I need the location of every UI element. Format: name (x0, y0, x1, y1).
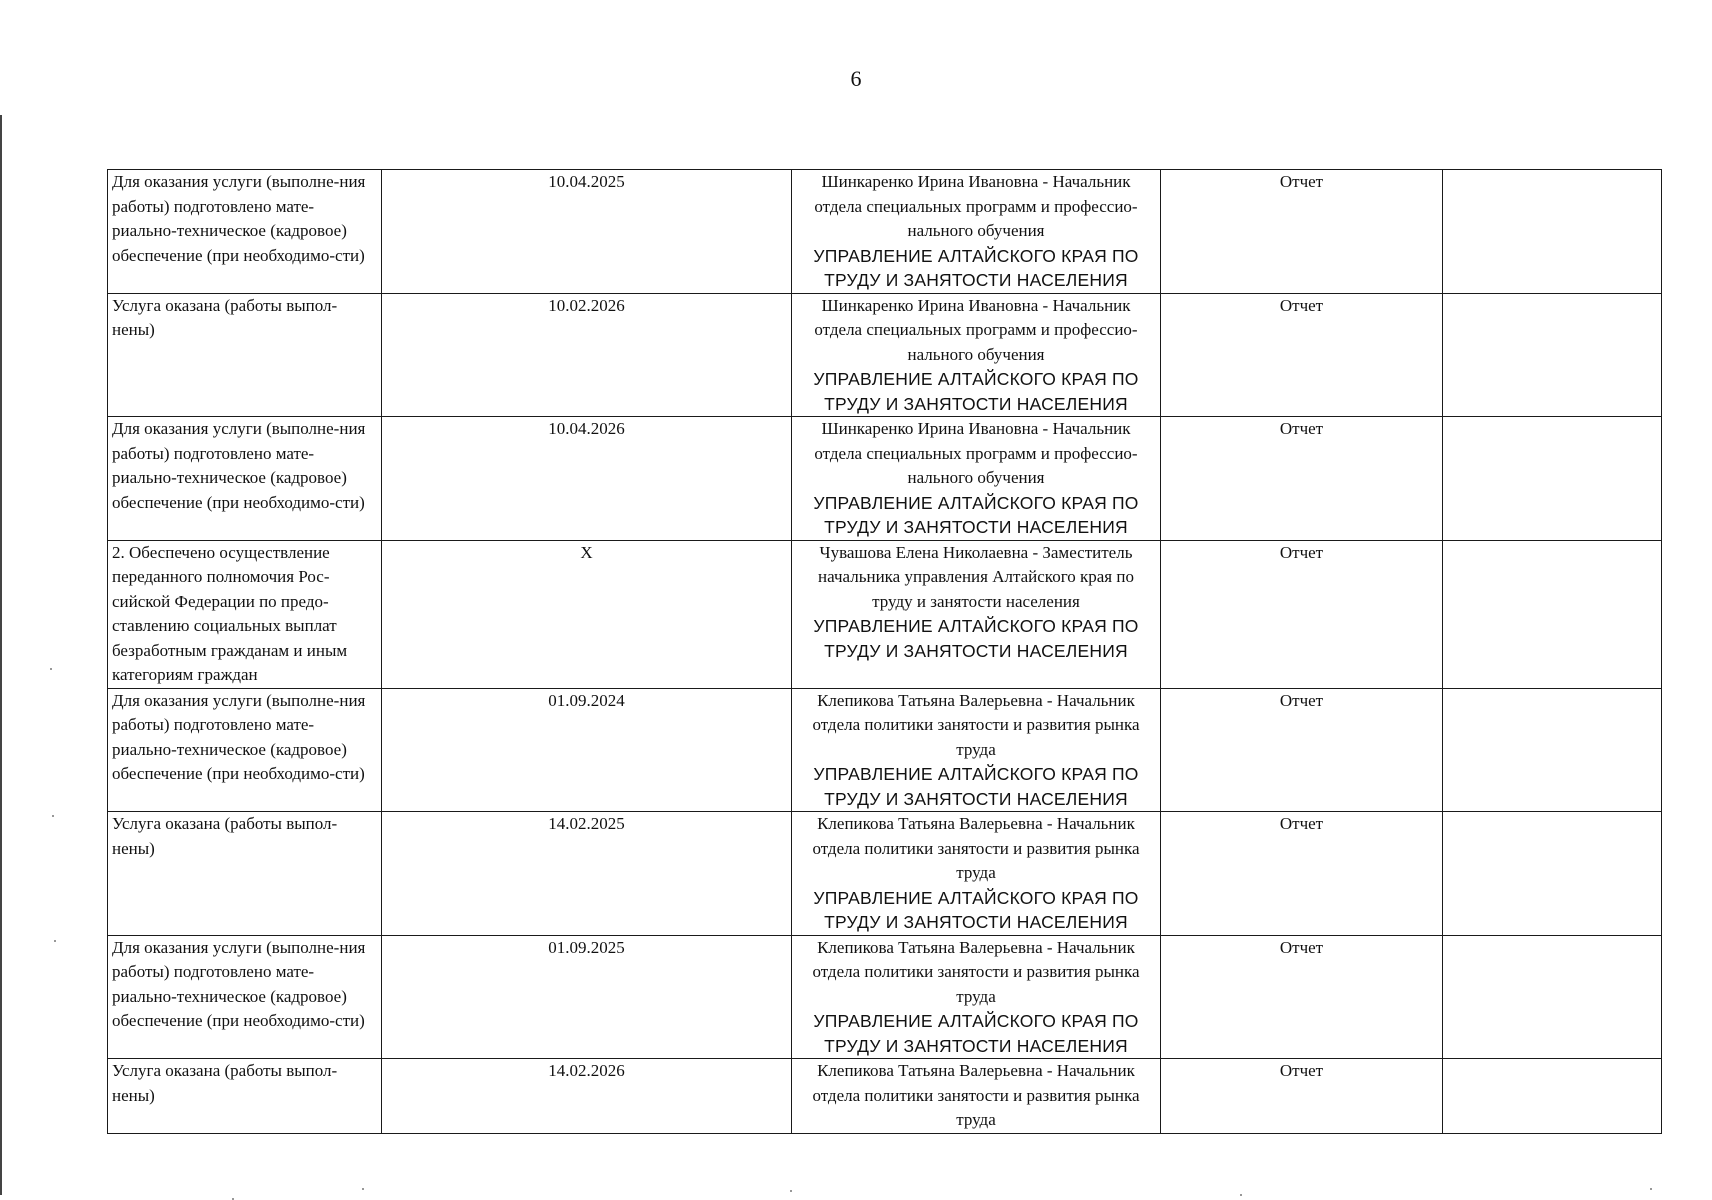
document-cell: Отчет (1161, 935, 1443, 1059)
event-text: Для оказания услуги (выполне-ния работы) подготовлено мате-риально-техническое (кадровое) обеспечение (при необходимо-сти) (112, 172, 366, 265)
extra-cell (1443, 170, 1662, 294)
extra-cell (1443, 417, 1662, 541)
responsible-cell (792, 170, 1161, 294)
extra-cell (1443, 540, 1662, 688)
extra-cell (1443, 688, 1662, 812)
event-text: Для оказания услуги (выполне-ния работы) подготовлено мате-риально-техническое (кадровое) обеспечение (при необходимо-сти) (112, 419, 366, 512)
organization-name: УПРАВЛЕНИЕ АЛТАЙСКОГО КРАЯ ПО ТРУДУ И ЗАНЯТОСТИ НАСЕЛЕНИЯ (813, 887, 1139, 932)
event-text: Услуга оказана (работы выпол-нены) (112, 295, 338, 339)
responsible-cell (792, 935, 1161, 1059)
document-cell: Отчет (1161, 417, 1443, 541)
scan-speck (362, 1188, 364, 1190)
responsible-person: Клепикова Татьяна Валерьевна - Начальник отдела политики занятости и развития рынка труда (812, 1061, 1140, 1129)
event-text: Услуга оказана (работы выпол-нены) (112, 814, 338, 858)
event-cell (108, 812, 382, 936)
responsible-person: Чувашова Елена Николаевна - Заместитель начальника управления Алтайского края по труду и занятости населения (818, 542, 1134, 611)
responsible-cell (792, 540, 1161, 688)
extra-cell (1443, 935, 1662, 1059)
date-cell: 14.02.2025 (382, 812, 792, 936)
date-cell: 01.09.2025 (382, 935, 792, 1059)
responsible-cell (792, 1059, 1161, 1134)
scan-speck (1240, 1194, 1242, 1196)
document-cell: Отчет (1161, 540, 1443, 688)
event-text: Услуга оказана (работы выпол-нены) (112, 1061, 338, 1105)
event-cell (108, 417, 382, 541)
document-cell: Отчет (1161, 293, 1443, 417)
responsible-person: Клепикова Татьяна Валерьевна - Начальник отдела политики занятости и развития рынка труда (812, 690, 1140, 759)
event-cell (108, 293, 382, 417)
event-cell (108, 1059, 382, 1134)
table-row (108, 688, 1662, 812)
page-edge-line (0, 115, 2, 1195)
extra-cell (1443, 1059, 1662, 1134)
table-row (108, 1059, 1662, 1134)
date-cell: 14.02.2026 (382, 1059, 792, 1134)
table-row (108, 293, 1662, 417)
event-text: Для оказания услуги (выполне-ния работы) подготовлено мате-риально-техническое (кадровое) обеспечение (при необходимо-сти) (112, 937, 366, 1030)
table-row (108, 812, 1662, 936)
date-cell: 10.02.2026 (382, 293, 792, 417)
scan-speck (54, 940, 56, 942)
responsible-person: Шинкаренко Ирина Ивановна - Начальник отдела специальных программ и профессио-нального обучения (814, 419, 1138, 487)
table-row (108, 935, 1662, 1059)
date-cell: 10.04.2025 (382, 170, 792, 294)
event-cell (108, 540, 382, 688)
extra-cell (1443, 293, 1662, 417)
document-cell: Отчет (1161, 1059, 1443, 1134)
organization-name: УПРАВЛЕНИЕ АЛТАЙСКОГО КРАЯ ПО ТРУДУ И ЗАНЯТОСТИ НАСЕЛЕНИЯ (813, 616, 1139, 661)
event-cell (108, 170, 382, 294)
document-cell: Отчет (1161, 688, 1443, 812)
responsible-person: Шинкаренко Ирина Ивановна - Начальник отдела специальных программ и профессио-нального обучения (814, 172, 1138, 240)
document-cell: Отчет (1161, 812, 1443, 936)
table-row (108, 540, 1662, 688)
table-row (108, 170, 1662, 294)
responsible-cell (792, 293, 1161, 417)
responsible-person: Шинкаренко Ирина Ивановна - Начальник отдела специальных программ и профессио-нального обучения (814, 295, 1138, 364)
responsible-person: Клепикова Татьяна Валерьевна - Начальник отдела политики занятости и развития рынка труда (812, 814, 1140, 882)
table-row (108, 417, 1662, 541)
date-cell: 01.09.2024 (382, 688, 792, 812)
event-text: 2. Обеспечено осуществление переданного полномочия Рос-сийской Федерации по предо-ставлению социальных выплат безработным гражданам и иным категориям граждан (112, 542, 348, 684)
organization-name: УПРАВЛЕНИЕ АЛТАЙСКОГО КРАЯ ПО ТРУДУ И ЗАНЯТОСТИ НАСЕЛЕНИЯ (813, 764, 1139, 809)
date-cell: 10.04.2026 (382, 417, 792, 541)
page-number: 6 (850, 66, 862, 91)
responsible-cell (792, 688, 1161, 812)
document-cell: Отчет (1161, 170, 1443, 294)
event-cell (108, 688, 382, 812)
organization-name: УПРАВЛЕНИЕ АЛТАЙСКОГО КРАЯ ПО ТРУДУ И ЗАНЯТОСТИ НАСЕЛЕНИЯ (813, 245, 1139, 290)
responsible-cell (792, 417, 1161, 541)
scan-speck (790, 1190, 792, 1192)
plan-table (107, 169, 1662, 1134)
organization-name: УПРАВЛЕНИЕ АЛТАЙСКОГО КРАЯ ПО ТРУДУ И ЗАНЯТОСТИ НАСЕЛЕНИЯ (813, 369, 1139, 414)
responsible-person: Клепикова Татьяна Валерьевна - Начальник отдела политики занятости и развития рынка труда (812, 937, 1140, 1006)
date-cell: X (382, 540, 792, 688)
organization-name: УПРАВЛЕНИЕ АЛТАЙСКОГО КРАЯ ПО ТРУДУ И ЗАНЯТОСТИ НАСЕЛЕНИЯ (813, 492, 1139, 537)
organization-name: УПРАВЛЕНИЕ АЛТАЙСКОГО КРАЯ ПО ТРУДУ И ЗАНЯТОСТИ НАСЕЛЕНИЯ (813, 1011, 1139, 1056)
scan-speck (52, 815, 54, 817)
extra-cell (1443, 812, 1662, 936)
scan-speck (50, 668, 52, 670)
scan-speck (1650, 1188, 1652, 1190)
event-cell (108, 935, 382, 1059)
responsible-cell (792, 812, 1161, 936)
event-text: Для оказания услуги (выполне-ния работы) подготовлено мате-риально-техническое (кадровое) обеспечение (при необходимо-сти) (112, 690, 366, 783)
